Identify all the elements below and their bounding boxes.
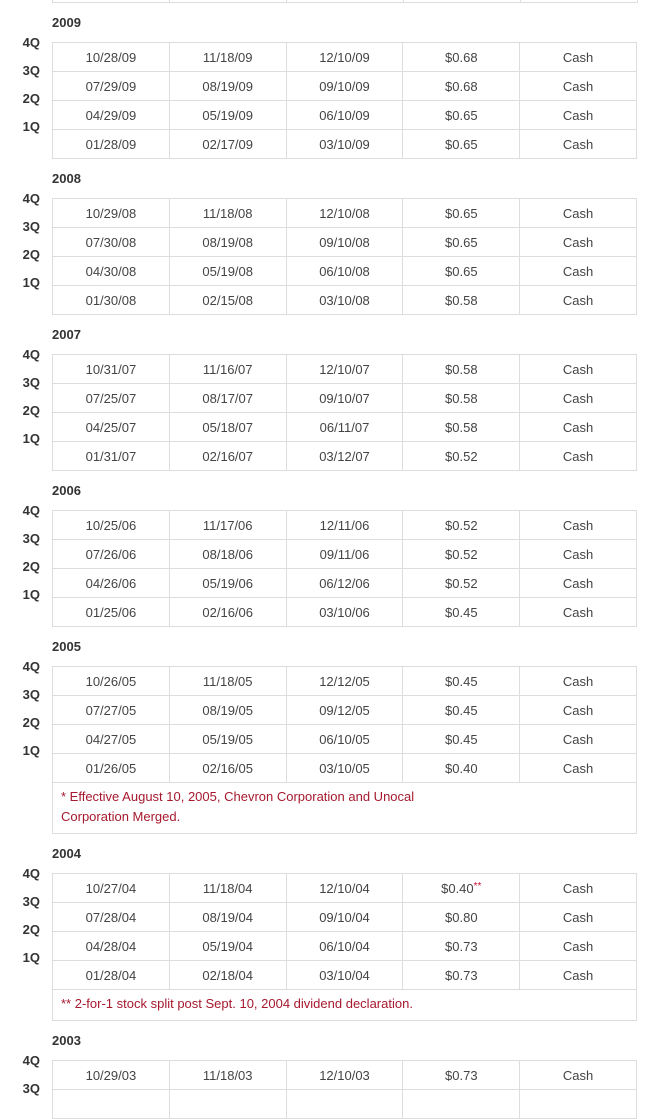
quarter-label: 3Q xyxy=(22,894,40,909)
declared-date-cell: 01/28/09 xyxy=(53,130,170,159)
payable-date-cell: 12/12/05 xyxy=(286,667,403,696)
declared-date-cell: 04/26/06 xyxy=(53,569,170,598)
table-row xyxy=(53,932,637,961)
quarter-label: 1Q xyxy=(22,431,40,446)
record-date-cell: 08/19/08 xyxy=(169,228,286,257)
table-row xyxy=(53,961,637,990)
amount-cell: $0.73 xyxy=(403,932,520,961)
declared-date-cell: 01/25/06 xyxy=(53,598,170,627)
amount-cell: $0.58 xyxy=(403,384,520,413)
payable-date-cell: 09/11/06 xyxy=(286,540,403,569)
record-date-cell: 11/16/07 xyxy=(169,355,286,384)
declared-date-cell: 07/28/04 xyxy=(53,903,170,932)
payable-date-cell: 06/10/08 xyxy=(286,257,403,286)
declared-date-cell: 04/29/09 xyxy=(53,101,170,130)
declared-date-cell: 04/25/07 xyxy=(53,413,170,442)
declared-date-cell: 07/29/09 xyxy=(53,72,170,101)
year-table-wrap xyxy=(0,191,670,315)
year-section-2003 xyxy=(0,1021,670,1119)
payment-type-cell: Cash xyxy=(520,725,637,754)
declared-date-cell: 10/31/07 xyxy=(53,355,170,384)
payable-date-cell: 06/10/04 xyxy=(286,932,403,961)
declared-date-cell: 10/29/03 xyxy=(53,1061,170,1090)
year-heading: 2005 xyxy=(52,639,81,654)
year-section-2009 xyxy=(0,3,670,159)
quarter-label: 4Q xyxy=(22,347,40,362)
record-date-cell: 08/19/09 xyxy=(169,72,286,101)
quarter-label: 2Q xyxy=(22,247,40,262)
payment-type-cell: Cash xyxy=(520,874,637,903)
record-date-cell xyxy=(169,1090,286,1119)
record-date-cell: 02/15/08 xyxy=(169,286,286,315)
table-row xyxy=(53,1061,637,1090)
payable-date-cell: 03/12/07 xyxy=(286,442,403,471)
payment-type-cell xyxy=(520,1090,637,1119)
payable-date-cell: 03/10/06 xyxy=(286,598,403,627)
declared-date-cell: 07/26/06 xyxy=(53,540,170,569)
payable-date-cell: 06/11/07 xyxy=(286,413,403,442)
declared-date-cell: 04/30/08 xyxy=(53,257,170,286)
payment-type-cell: Cash xyxy=(520,932,637,961)
quarter-label: 3Q xyxy=(22,375,40,390)
quarter-label: 4Q xyxy=(22,503,40,518)
record-date-cell: 08/19/04 xyxy=(169,903,286,932)
table-row xyxy=(53,725,637,754)
year-heading: 2006 xyxy=(52,483,81,498)
table-row xyxy=(53,874,637,903)
amount-cell: $0.68 xyxy=(403,43,520,72)
amount-cell: $0.65 xyxy=(403,199,520,228)
year-table-wrap xyxy=(0,659,670,834)
payment-type-cell: Cash xyxy=(520,72,637,101)
quarter-label: 1Q xyxy=(22,743,40,758)
quarter-label: 3Q xyxy=(22,687,40,702)
dividend-table xyxy=(52,354,637,471)
table-row xyxy=(53,286,637,315)
table-row xyxy=(53,754,637,783)
footnote-text: ** 2-for-1 stock split post Sept. 10, 2004 dividend declaration. xyxy=(53,990,637,1021)
payment-type-cell: Cash xyxy=(520,696,637,725)
footnote-marker: ** xyxy=(473,880,482,892)
table-row xyxy=(53,540,637,569)
footnote-text: * Effective August 10, 2005, Chevron Corporation and Unocal Corporation Merged. xyxy=(53,783,637,834)
payment-type-cell: Cash xyxy=(520,43,637,72)
amount-cell: $0.65 xyxy=(403,228,520,257)
payment-type-cell: Cash xyxy=(520,903,637,932)
payable-date-cell: 12/10/04 xyxy=(286,874,403,903)
dividend-table xyxy=(52,1060,637,1119)
table-row xyxy=(53,130,637,159)
record-date-cell: 05/19/06 xyxy=(169,569,286,598)
year-section-2005 xyxy=(0,627,670,834)
payable-date-cell: 06/10/05 xyxy=(286,725,403,754)
payable-date-cell: 12/10/09 xyxy=(286,43,403,72)
record-date-cell: 11/18/04 xyxy=(169,874,286,903)
declared-date-cell: 07/25/07 xyxy=(53,384,170,413)
year-table-wrap xyxy=(0,503,670,627)
amount-cell: $0.40 xyxy=(403,754,520,783)
table-row xyxy=(53,257,637,286)
table-row xyxy=(53,442,637,471)
quarter-label: 3Q xyxy=(22,531,40,546)
amount-cell: $0.65 xyxy=(403,101,520,130)
payment-type-cell: Cash xyxy=(520,286,637,315)
declared-date-cell: 10/26/05 xyxy=(53,667,170,696)
amount-cell: $0.58 xyxy=(403,355,520,384)
quarter-label: 4Q xyxy=(22,866,40,881)
year-section-2008 xyxy=(0,159,670,315)
year-heading: 2008 xyxy=(52,171,81,186)
payable-date-cell: 09/10/09 xyxy=(286,72,403,101)
amount-cell: $0.52 xyxy=(403,569,520,598)
quarter-label: 3Q xyxy=(22,1081,40,1096)
amount-cell: $0.73 xyxy=(403,1061,520,1090)
record-date-cell: 11/18/03 xyxy=(169,1061,286,1090)
quarter-label: 1Q xyxy=(22,950,40,965)
note-row xyxy=(53,990,637,1021)
dividend-table xyxy=(52,198,637,315)
amount-cell: $0.65 xyxy=(403,257,520,286)
record-date-cell: 05/19/04 xyxy=(169,932,286,961)
amount-cell: $0.52 xyxy=(403,540,520,569)
table-row xyxy=(53,413,637,442)
record-date-cell: 05/18/07 xyxy=(169,413,286,442)
quarter-label: 4Q xyxy=(22,1053,40,1068)
amount-cell: $0.45 xyxy=(403,696,520,725)
payable-date-cell: 09/12/05 xyxy=(286,696,403,725)
payment-type-cell: Cash xyxy=(520,961,637,990)
payable-date-cell: 12/11/06 xyxy=(286,511,403,540)
payment-type-cell: Cash xyxy=(520,199,637,228)
payment-type-cell: Cash xyxy=(520,130,637,159)
declared-date-cell: 10/25/06 xyxy=(53,511,170,540)
payable-date-cell: 03/10/04 xyxy=(286,961,403,990)
record-date-cell: 02/18/04 xyxy=(169,961,286,990)
payable-date-cell: 03/10/09 xyxy=(286,130,403,159)
table-row xyxy=(53,384,637,413)
record-date-cell: 02/17/09 xyxy=(169,130,286,159)
amount-cell: $0.73 xyxy=(403,961,520,990)
record-date-cell: 05/19/08 xyxy=(169,257,286,286)
declared-date-cell: 10/29/08 xyxy=(53,199,170,228)
record-date-cell: 02/16/06 xyxy=(169,598,286,627)
amount-cell: $0.65 xyxy=(403,130,520,159)
amount-cell: $0.45 xyxy=(403,725,520,754)
quarter-label: 1Q xyxy=(22,587,40,602)
amount-cell: $0.80 xyxy=(403,903,520,932)
quarter-label: 2Q xyxy=(22,715,40,730)
payable-date-cell: 12/10/07 xyxy=(286,355,403,384)
declared-date-cell: 10/27/04 xyxy=(53,874,170,903)
table-row xyxy=(53,569,637,598)
year-heading: 2004 xyxy=(52,846,81,861)
dividend-table xyxy=(52,666,637,834)
record-date-cell: 05/19/05 xyxy=(169,725,286,754)
payment-type-cell: Cash xyxy=(520,413,637,442)
year-section-2004 xyxy=(0,834,670,1021)
amount-cell: $0.52 xyxy=(403,442,520,471)
table-row xyxy=(53,199,637,228)
declared-date-cell: 01/28/04 xyxy=(53,961,170,990)
year-table-wrap xyxy=(0,1053,670,1119)
table-row xyxy=(53,1090,637,1119)
amount-cell: $0.58 xyxy=(403,286,520,315)
payable-date-cell: 12/10/03 xyxy=(286,1061,403,1090)
payment-type-cell: Cash xyxy=(520,511,637,540)
year-heading: 2003 xyxy=(52,1033,81,1048)
year-table-wrap xyxy=(0,35,670,159)
year-heading: 2009 xyxy=(52,15,81,30)
quarter-label: 4Q xyxy=(22,35,40,50)
quarter-label: 2Q xyxy=(22,922,40,937)
record-date-cell: 11/18/05 xyxy=(169,667,286,696)
payment-type-cell: Cash xyxy=(520,355,637,384)
payment-type-cell: Cash xyxy=(520,598,637,627)
payable-date-cell: 03/10/08 xyxy=(286,286,403,315)
declared-date-cell: 07/27/05 xyxy=(53,696,170,725)
dividend-table xyxy=(52,873,637,1021)
amount-cell xyxy=(403,1090,520,1119)
payment-type-cell: Cash xyxy=(520,228,637,257)
quarter-label: 2Q xyxy=(22,559,40,574)
declared-date-cell xyxy=(53,1090,170,1119)
quarter-label: 1Q xyxy=(22,275,40,290)
table-row xyxy=(53,903,637,932)
record-date-cell: 02/16/05 xyxy=(169,754,286,783)
record-date-cell: 08/19/05 xyxy=(169,696,286,725)
quarter-label: 3Q xyxy=(22,219,40,234)
payment-type-cell: Cash xyxy=(520,569,637,598)
payment-type-cell: Cash xyxy=(520,667,637,696)
payment-type-cell: Cash xyxy=(520,257,637,286)
declared-date-cell: 01/26/05 xyxy=(53,754,170,783)
table-row xyxy=(53,696,637,725)
amount-cell: $0.58 xyxy=(403,413,520,442)
quarter-label: 2Q xyxy=(22,91,40,106)
payment-type-cell: Cash xyxy=(520,540,637,569)
record-date-cell: 08/17/07 xyxy=(169,384,286,413)
record-date-cell: 08/18/06 xyxy=(169,540,286,569)
amount-cell: $0.68 xyxy=(403,72,520,101)
record-date-cell: 11/18/08 xyxy=(169,199,286,228)
payable-date-cell: 06/12/06 xyxy=(286,569,403,598)
payable-date-cell: 12/10/08 xyxy=(286,199,403,228)
payment-type-cell: Cash xyxy=(520,754,637,783)
payment-type-cell: Cash xyxy=(520,442,637,471)
amount-cell: $0.45 xyxy=(403,667,520,696)
payable-date-cell: 09/10/08 xyxy=(286,228,403,257)
amount-cell: $0.40** xyxy=(403,874,520,903)
record-date-cell: 05/19/09 xyxy=(169,101,286,130)
payable-date-cell: 09/10/07 xyxy=(286,384,403,413)
table-row xyxy=(53,228,637,257)
payable-date-cell: 03/10/05 xyxy=(286,754,403,783)
quarter-label: 4Q xyxy=(22,191,40,206)
declared-date-cell: 07/30/08 xyxy=(53,228,170,257)
payment-type-cell: Cash xyxy=(520,101,637,130)
year-table-wrap xyxy=(0,347,670,471)
year-heading: 2007 xyxy=(52,327,81,342)
dividend-table xyxy=(52,510,637,627)
table-row xyxy=(53,43,637,72)
record-date-cell: 11/18/09 xyxy=(169,43,286,72)
quarter-label: 2Q xyxy=(22,403,40,418)
quarter-label: 1Q xyxy=(22,119,40,134)
declared-date-cell: 04/27/05 xyxy=(53,725,170,754)
table-row xyxy=(53,667,637,696)
year-table-wrap xyxy=(0,866,670,1021)
table-row xyxy=(53,355,637,384)
declared-date-cell: 01/31/07 xyxy=(53,442,170,471)
declared-date-cell: 01/30/08 xyxy=(53,286,170,315)
payment-type-cell: Cash xyxy=(520,1061,637,1090)
payable-date-cell xyxy=(286,1090,403,1119)
amount-cell: $0.52 xyxy=(403,511,520,540)
quarter-label: 3Q xyxy=(22,63,40,78)
payable-date-cell: 06/10/09 xyxy=(286,101,403,130)
year-section-2007 xyxy=(0,315,670,471)
dividend-table xyxy=(52,42,637,159)
year-section-2006 xyxy=(0,471,670,627)
table-row xyxy=(53,511,637,540)
payable-date-cell: 09/10/04 xyxy=(286,903,403,932)
record-date-cell: 02/16/07 xyxy=(169,442,286,471)
table-row xyxy=(53,598,637,627)
table-row xyxy=(53,101,637,130)
payment-type-cell: Cash xyxy=(520,384,637,413)
note-row xyxy=(53,783,637,834)
record-date-cell: 11/17/06 xyxy=(169,511,286,540)
table-row xyxy=(53,72,637,101)
amount-cell: $0.45 xyxy=(403,598,520,627)
declared-date-cell: 10/28/09 xyxy=(53,43,170,72)
declared-date-cell: 04/28/04 xyxy=(53,932,170,961)
quarter-label: 4Q xyxy=(22,659,40,674)
